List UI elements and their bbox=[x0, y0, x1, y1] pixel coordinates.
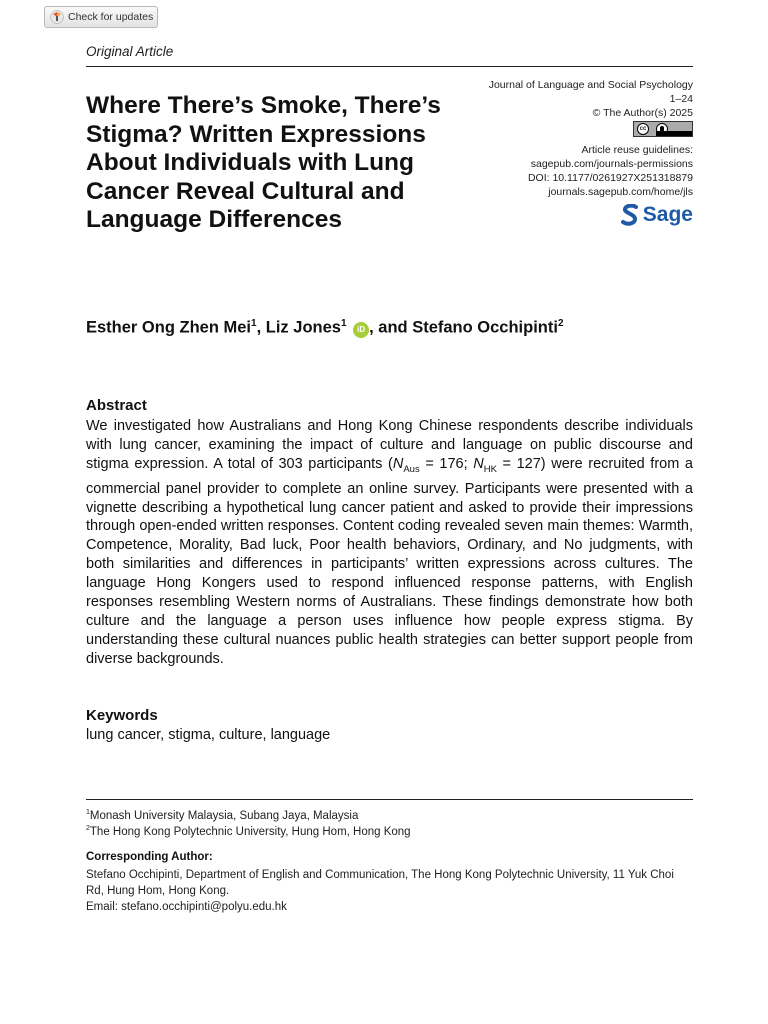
corresponding-author-details bbox=[86, 867, 693, 915]
journal-name: Journal of Language and Social Psychology bbox=[488, 79, 693, 91]
article-type: Original Article bbox=[86, 44, 174, 59]
check-for-updates-icon bbox=[50, 10, 64, 24]
header-divider bbox=[86, 66, 693, 67]
copyright: © The Author(s) 2025 bbox=[592, 107, 693, 119]
journal-info bbox=[433, 78, 693, 226]
article-title: Where There’s Smoke, There’s Stigma? Written Expressions About Individuals with Lung Cancer Reveal Cultural and Language Differences bbox=[86, 92, 441, 233]
author-list: Esther Ong Zhen Mei$^1$, Liz Jones$^1$ iD , and Stefano Occhipinti$^2$ bbox=[86, 318, 564, 337]
affiliation-marker: 1 bbox=[251, 318, 257, 329]
orcid-icon[interactable]: iD bbox=[353, 322, 369, 338]
sage-s-icon bbox=[621, 204, 639, 226]
doi[interactable]: DOI: 10.1177/0261927X251318879 bbox=[527, 172, 693, 184]
author-name[interactable]: Liz Jones bbox=[265, 318, 341, 337]
author-name[interactable]: Esther Ong Zhen Mei bbox=[86, 318, 252, 337]
sage-logo bbox=[433, 204, 693, 226]
publisher-name: Sage bbox=[642, 203, 693, 226]
affiliation-marker: 2 bbox=[557, 318, 564, 329]
corresponding-author-heading: Corresponding Author: bbox=[86, 851, 213, 863]
reuse-label: Article reuse guidelines: bbox=[581, 144, 693, 156]
abstract-heading: Abstract bbox=[86, 397, 147, 414]
cc-by-icon[interactable]: cc bbox=[633, 121, 693, 137]
reuse-link[interactable]: sagepub.com/journals-permissions bbox=[530, 158, 693, 170]
check-for-updates-button[interactable] bbox=[44, 6, 158, 28]
keywords-list: lung cancer, stigma, culture, language bbox=[86, 727, 331, 743]
page-range: 1–24 bbox=[669, 93, 693, 105]
keywords-heading: Keywords bbox=[86, 707, 158, 724]
corresponding-address: Stefano Occhipinti, Department of English and Communication, The Hong Kong Polytechnic University, 11 Yuk Choi Rd, Hung Hom, Hong Kong. bbox=[86, 869, 674, 897]
affiliation-2: $^2$The Hong Kong Polytechnic University, Hung Hom, Hong Kong bbox=[86, 825, 411, 838]
author-name[interactable]: Stefano Occhipinti bbox=[412, 318, 558, 337]
affiliation-1: $^1$Monash University Malaysia, Subang Jaya, Malaysia bbox=[86, 809, 359, 822]
abstract-body: We investigated how Australians and Hong Kong Chinese respondents describe individuals with lung cancer, examining the impact of culture and language on public discourse and stigma expression. A total of 303 participants ($N_{Aus} = 176$; $N_{HK} = 127$) were recruited from a commercial panel provider to complete an online survey. Participants were presented with a vignette describing a hypothetical lung cancer patient and asked to provide their impressions through open-ended written responses. Content coding revealed seven main themes: Warmth, Competence, Morality, Bad luck, Poor health behaviors, Ordinary, and No judgments, with both similarities and differences in participants’ written expressions across cultures. The language Hong Kongers used to respond influenced response patterns, with English responses resembling Western norms of Australians. These findings demonstrate how both culture and the language a person uses influence how people express stigma. By understanding these cultural nuances public health strategies can better support people from diverse backgrounds. bbox=[86, 418, 693, 667]
check-for-updates-label: Check for updates bbox=[68, 11, 154, 23]
journal-link[interactable]: journals.sagepub.com/home/jls bbox=[548, 186, 693, 198]
footnote-divider bbox=[86, 799, 693, 800]
affiliation-marker: 1 bbox=[340, 318, 347, 329]
corresponding-email[interactable]: Email: stefano.occhipinti@polyu.edu.hk bbox=[86, 901, 287, 913]
